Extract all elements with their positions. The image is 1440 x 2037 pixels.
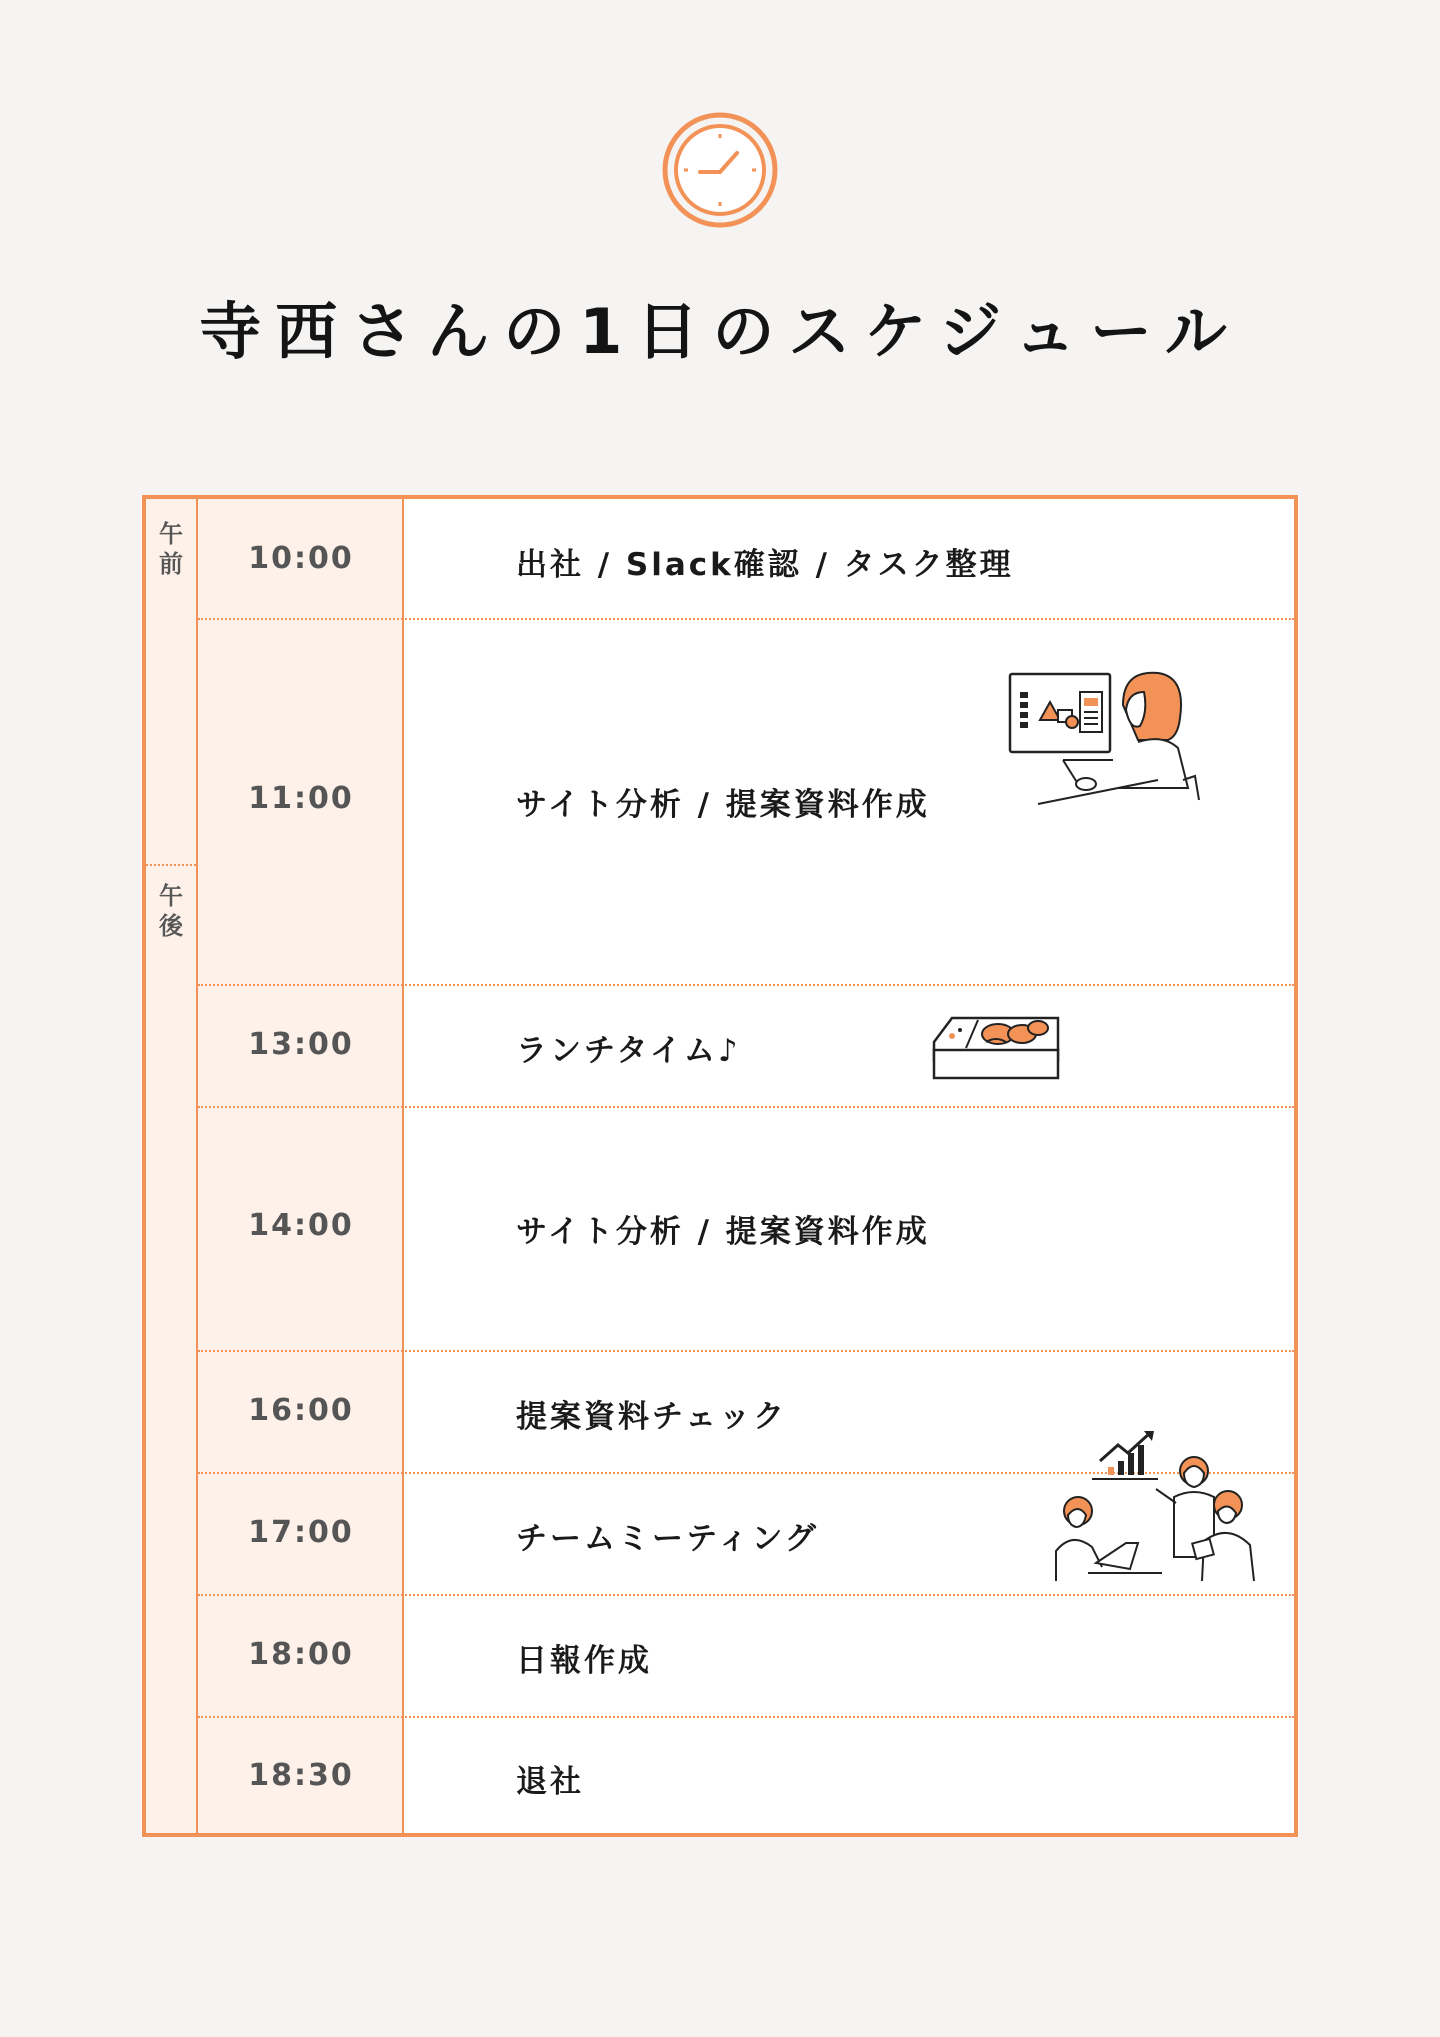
page-title: 寺西さんの1日のスケジュール (199, 295, 1241, 368)
schedule-row (198, 1108, 1294, 1352)
schedule-table (142, 495, 1298, 1837)
period-column (146, 499, 198, 1833)
task-label: 日報作成 (516, 1643, 652, 1679)
period-divider (146, 864, 196, 866)
time-label: 16:00 (248, 1393, 354, 1428)
period-pm-label: 午 後 (159, 882, 183, 940)
time-label: 18:00 (248, 1637, 354, 1672)
time-label: 14:00 (248, 1208, 354, 1243)
schedule-row (198, 620, 1294, 986)
team-meeting-illustration (1052, 1431, 1258, 1591)
schedule-row (198, 1596, 1294, 1718)
task-label: サイト分析 / 提案資料作成 (516, 787, 930, 823)
task-label: サイト分析 / 提案資料作成 (516, 1214, 930, 1250)
task-label: 提案資料チェック (516, 1399, 788, 1435)
schedule-row (198, 1718, 1294, 1833)
schedule-row (198, 499, 1294, 620)
clock-icon (662, 112, 778, 228)
time-label: 17:00 (248, 1515, 354, 1550)
time-label: 11:00 (248, 781, 354, 816)
task-label: 退社 (516, 1764, 584, 1800)
bento-box-illustration (930, 1012, 1062, 1082)
task-label: チームミーティング (516, 1521, 819, 1557)
time-label: 18:30 (248, 1758, 354, 1793)
period-am-label: 午 前 (159, 520, 183, 578)
task-label: ランチタイム♪ (516, 1033, 741, 1069)
task-label: 出社 / Slack確認 / タスク整理 (516, 547, 1014, 583)
schedule-row (198, 986, 1294, 1108)
desk-work-illustration (1008, 670, 1208, 820)
time-label: 13:00 (248, 1027, 354, 1062)
time-label: 10:00 (248, 541, 354, 576)
